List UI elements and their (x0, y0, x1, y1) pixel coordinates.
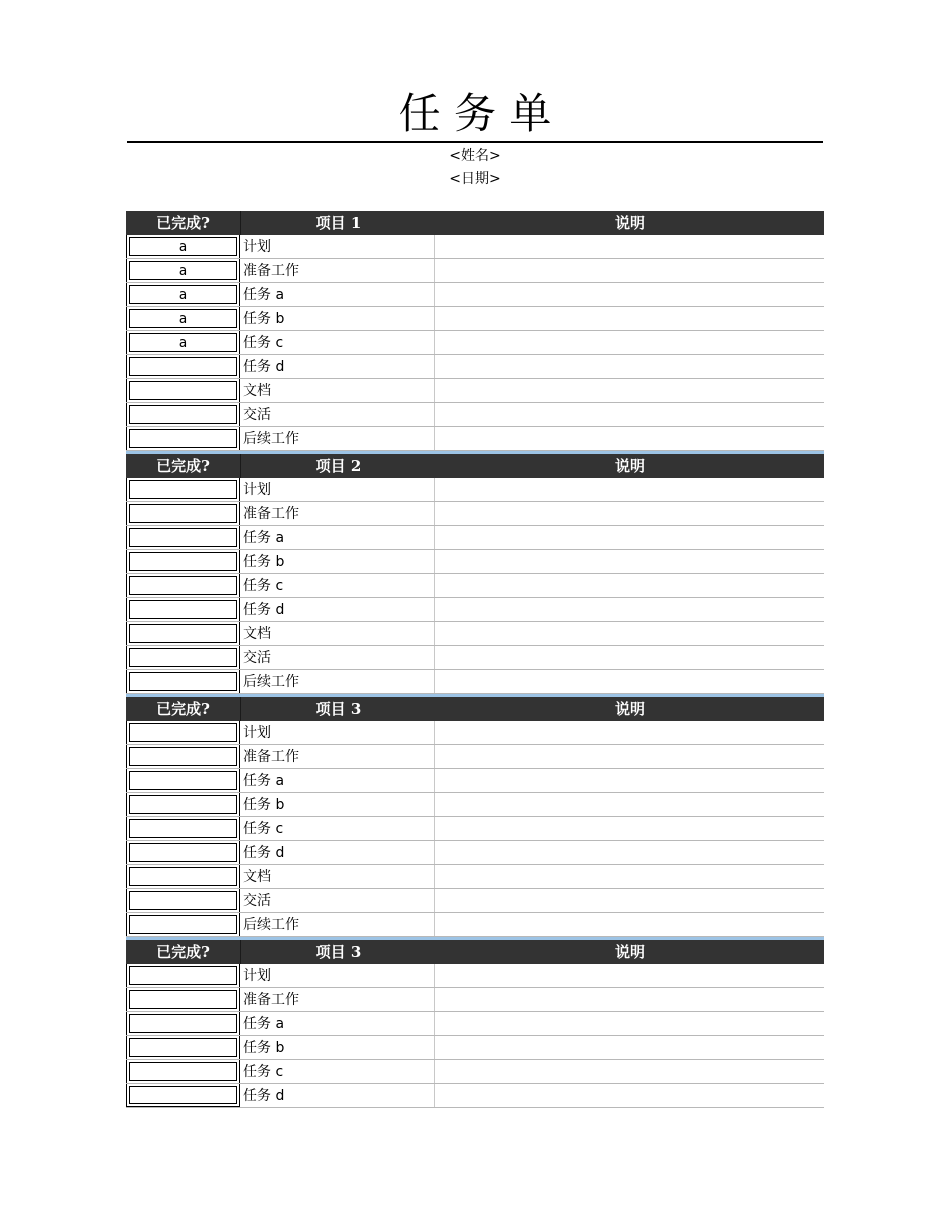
done-cell (126, 769, 240, 792)
done-checkbox[interactable] (129, 1062, 237, 1081)
task-row (126, 1012, 824, 1036)
task-name[interactable]: 准备工作 (240, 988, 435, 1011)
task-description[interactable] (435, 1060, 824, 1083)
date-placeholder[interactable]: <日期> (449, 171, 501, 187)
done-checkbox[interactable]: a (129, 285, 237, 304)
task-row (126, 235, 824, 259)
task-name[interactable]: 任务 b (240, 793, 435, 816)
done-checkbox[interactable] (129, 357, 237, 376)
description-column-header: 说明 (614, 457, 645, 475)
done-cell (126, 964, 240, 987)
task-row (126, 403, 824, 427)
task-name[interactable]: 后续工作 (240, 427, 435, 450)
task-row (126, 817, 824, 841)
task-description[interactable] (435, 427, 824, 450)
task-name[interactable]: 交活 (240, 646, 435, 669)
task-row (126, 379, 824, 403)
done-cell (126, 427, 240, 450)
task-description[interactable] (435, 502, 824, 525)
task-description[interactable] (435, 307, 824, 330)
task-name[interactable]: 文档 (240, 622, 435, 645)
done-checkbox[interactable] (129, 843, 237, 862)
done-checkbox[interactable] (129, 891, 237, 910)
done-cell (126, 283, 240, 306)
task-name[interactable]: 任务 a (240, 769, 435, 792)
task-row (126, 769, 824, 793)
done-cell (126, 307, 240, 330)
done-checkbox[interactable] (129, 405, 237, 424)
task-row (126, 646, 824, 670)
task-row (126, 622, 824, 646)
done-cell (126, 574, 240, 597)
done-checkbox[interactable] (129, 1014, 237, 1033)
task-row (126, 793, 824, 817)
task-row (126, 427, 824, 451)
done-cell (126, 598, 240, 621)
project-column-header: 项目 2 (315, 457, 362, 475)
task-row (126, 550, 824, 574)
task-description[interactable] (435, 721, 824, 744)
task-description[interactable] (435, 745, 824, 768)
task-row (126, 478, 824, 502)
done-checkbox[interactable] (129, 552, 237, 571)
done-cell (126, 1012, 240, 1035)
task-row (126, 670, 824, 694)
done-checkbox[interactable] (129, 990, 237, 1009)
task-name[interactable]: 任务 b (240, 1036, 435, 1059)
task-description[interactable] (435, 235, 824, 258)
task-name[interactable]: 文档 (240, 865, 435, 888)
done-checkbox[interactable]: a (129, 333, 237, 352)
section-header (126, 454, 824, 478)
task-row (126, 355, 824, 379)
task-row (126, 526, 824, 550)
task-description[interactable] (435, 889, 824, 912)
done-cell (126, 259, 240, 282)
task-description[interactable] (435, 964, 824, 987)
done-cell (126, 670, 240, 693)
description-column-header: 说明 (614, 700, 645, 718)
task-name[interactable]: 计划 (240, 721, 435, 744)
task-description[interactable] (435, 379, 824, 402)
done-checkbox[interactable] (129, 747, 237, 766)
task-name[interactable]: 任务 c (240, 817, 435, 840)
task-name[interactable]: 任务 c (240, 574, 435, 597)
task-description[interactable] (435, 670, 824, 693)
done-cell (126, 403, 240, 426)
task-description[interactable] (435, 769, 824, 792)
task-description[interactable] (435, 283, 824, 306)
done-checkbox[interactable] (129, 480, 237, 499)
task-description[interactable] (435, 550, 824, 573)
done-cell (126, 235, 240, 258)
task-name[interactable]: 文档 (240, 379, 435, 402)
task-description[interactable] (435, 646, 824, 669)
done-column-header: 已完成? (126, 211, 241, 235)
task-description[interactable] (435, 526, 824, 549)
task-name[interactable]: 任务 c (240, 331, 435, 354)
task-name[interactable]: 任务 b (240, 550, 435, 573)
task-name[interactable]: 计划 (240, 235, 435, 258)
project-section (126, 211, 824, 451)
task-name[interactable]: 计划 (240, 964, 435, 987)
done-checkbox[interactable] (129, 966, 237, 985)
task-name[interactable]: 计划 (240, 478, 435, 501)
task-row (126, 841, 824, 865)
task-description[interactable] (435, 988, 824, 1011)
task-name[interactable]: 任务 d (240, 841, 435, 864)
done-cell (126, 889, 240, 912)
done-cell (126, 622, 240, 645)
task-row (126, 1060, 824, 1084)
done-cell (126, 721, 240, 744)
task-description[interactable] (435, 1012, 824, 1035)
task-name[interactable]: 任务 d (240, 355, 435, 378)
project-column-header: 项目 3 (315, 700, 362, 718)
task-row (126, 913, 824, 937)
done-checkbox[interactable]: a (129, 237, 237, 256)
task-name[interactable]: 准备工作 (240, 502, 435, 525)
done-cell (126, 1060, 240, 1083)
task-row (126, 259, 824, 283)
done-checkbox[interactable] (129, 915, 237, 934)
done-checkbox[interactable] (129, 819, 237, 838)
task-row (126, 1084, 824, 1108)
task-name[interactable]: 后续工作 (240, 913, 435, 936)
done-checkbox[interactable] (129, 429, 237, 448)
project-section (126, 451, 824, 694)
task-name[interactable]: 任务 b (240, 307, 435, 330)
done-cell (126, 478, 240, 501)
task-row (126, 721, 824, 745)
task-name[interactable]: 准备工作 (240, 745, 435, 768)
done-checkbox[interactable] (129, 771, 237, 790)
project-section (126, 937, 824, 1108)
section-header (126, 940, 824, 964)
task-description[interactable] (435, 331, 824, 354)
done-checkbox[interactable] (129, 600, 237, 619)
done-cell (126, 865, 240, 888)
task-description[interactable] (435, 598, 824, 621)
done-checkbox[interactable] (129, 576, 237, 595)
done-cell (126, 817, 240, 840)
task-row (126, 964, 824, 988)
done-column-header: 已完成? (126, 940, 241, 964)
done-checkbox[interactable] (129, 1086, 237, 1104)
task-name[interactable]: 任务 a (240, 283, 435, 306)
project-section (126, 694, 824, 937)
task-row (126, 745, 824, 769)
task-description[interactable] (435, 259, 824, 282)
task-name[interactable]: 任务 a (240, 526, 435, 549)
done-checkbox[interactable] (129, 381, 237, 400)
task-row (126, 574, 824, 598)
task-row (126, 283, 824, 307)
task-row (126, 1036, 824, 1060)
project-column-header: 项目 1 (315, 214, 362, 232)
done-cell (126, 502, 240, 525)
done-cell (126, 793, 240, 816)
done-cell (126, 988, 240, 1011)
done-checkbox[interactable] (129, 867, 237, 886)
task-row (126, 598, 824, 622)
done-checkbox[interactable] (129, 624, 237, 643)
task-name[interactable]: 任务 d (240, 1084, 435, 1107)
task-description[interactable] (435, 817, 824, 840)
done-cell (126, 355, 240, 378)
section-header (126, 697, 824, 721)
section-header (126, 211, 824, 235)
task-description[interactable] (435, 913, 824, 936)
task-name[interactable]: 任务 d (240, 598, 435, 621)
task-description[interactable] (435, 841, 824, 864)
done-checkbox[interactable] (129, 795, 237, 814)
task-description[interactable] (435, 865, 824, 888)
done-checkbox[interactable] (129, 672, 237, 691)
name-placeholder[interactable]: <姓名> (449, 148, 501, 164)
task-name[interactable]: 任务 a (240, 1012, 435, 1035)
done-cell (126, 1036, 240, 1059)
task-row (126, 331, 824, 355)
task-row (126, 889, 824, 913)
done-cell (126, 550, 240, 573)
task-row (126, 988, 824, 1012)
done-checkbox[interactable]: a (129, 309, 237, 328)
done-column-header: 已完成? (126, 454, 241, 478)
task-description[interactable] (435, 793, 824, 816)
task-list (126, 211, 824, 1108)
done-cell (126, 331, 240, 354)
description-column-header: 说明 (614, 214, 645, 232)
done-cell (126, 913, 240, 936)
task-description[interactable] (435, 574, 824, 597)
task-name[interactable]: 交活 (240, 889, 435, 912)
done-cell (126, 841, 240, 864)
done-cell (126, 646, 240, 669)
task-description[interactable] (435, 1036, 824, 1059)
description-column-header: 说明 (614, 943, 645, 961)
done-checkbox[interactable] (129, 504, 237, 523)
task-description[interactable] (435, 355, 824, 378)
task-row (126, 307, 824, 331)
task-description[interactable] (435, 403, 824, 426)
task-name[interactable]: 后续工作 (240, 670, 435, 693)
done-column-header: 已完成? (126, 697, 241, 721)
task-name[interactable]: 任务 c (240, 1060, 435, 1083)
task-name[interactable]: 交活 (240, 403, 435, 426)
done-checkbox[interactable] (129, 528, 237, 547)
task-row (126, 502, 824, 526)
done-checkbox[interactable] (129, 1038, 237, 1057)
task-description[interactable] (435, 1084, 824, 1107)
page-title: 任 务 单 (398, 89, 552, 138)
task-description[interactable] (435, 622, 824, 645)
done-cell (126, 745, 240, 768)
project-column-header: 项目 3 (315, 943, 362, 961)
done-checkbox[interactable]: a (129, 261, 237, 280)
done-cell (126, 526, 240, 549)
done-checkbox[interactable] (129, 723, 237, 742)
done-cell (126, 1084, 240, 1107)
task-row (126, 865, 824, 889)
task-name[interactable]: 准备工作 (240, 259, 435, 282)
done-checkbox[interactable] (129, 648, 237, 667)
done-cell (126, 379, 240, 402)
task-description[interactable] (435, 478, 824, 501)
title-underline (127, 141, 823, 143)
